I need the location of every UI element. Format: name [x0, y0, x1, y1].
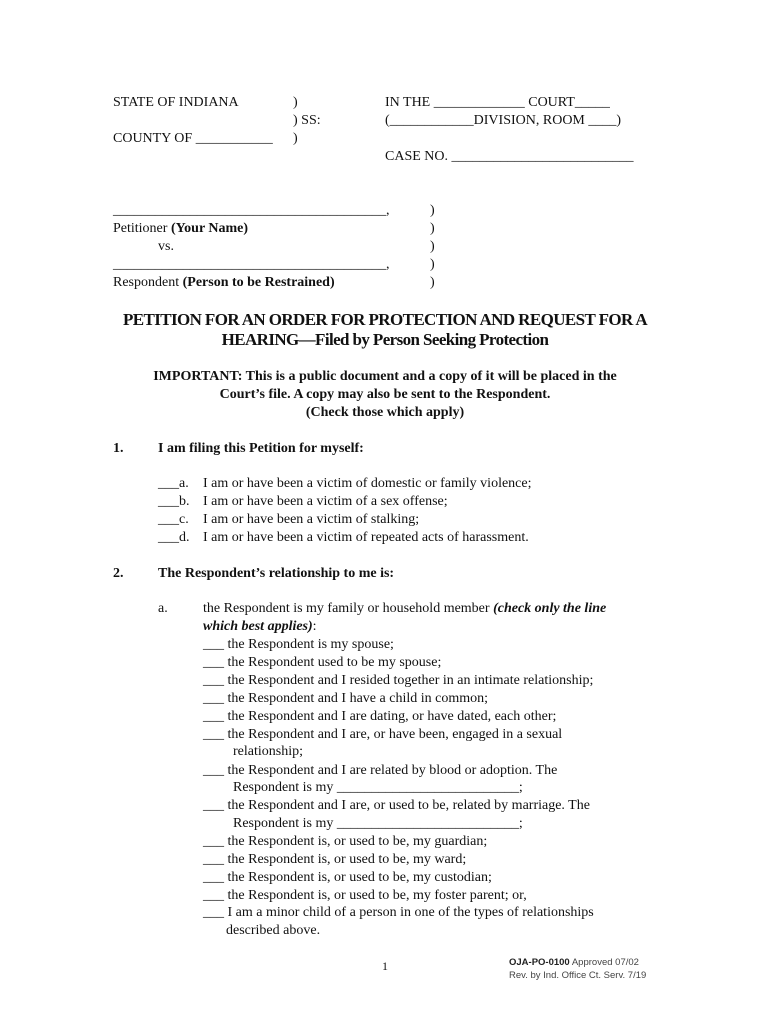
caption-paren: ): [293, 131, 298, 146]
important-notice-line1: IMPORTANT: This is a public document and a copy of it will be placed in the: [153, 369, 617, 384]
relationship-option-continuation: relationship;: [233, 744, 303, 759]
section2-heading: The Respondent’s relationship to me is:: [158, 566, 395, 581]
relationship-option-continuation: described above.: [226, 923, 321, 938]
relationship-option-minor-child[interactable]: ___ I am a minor child of a person in one of the types of relationships: [203, 905, 594, 920]
section1-item-b: I am or have been a victim of a sex offense;: [203, 494, 448, 509]
ss-label: ) SS:: [293, 113, 321, 128]
section1-item-a: I am or have been a victim of domestic or family violence;: [203, 476, 532, 491]
document-title-line2: HEARING—Filed by Person Seeking Protection: [221, 330, 549, 349]
section2-sub-a-letter: a.: [158, 601, 168, 616]
respondent-name-line: _______________________________________,: [113, 257, 390, 272]
relationship-option-sexual-relationship[interactable]: ___ the Respondent and I are, or have been, engaged in a sexual: [203, 727, 563, 742]
relationship-option-resided-together[interactable]: ___ the Respondent and I resided together in an intimate relationship;: [203, 673, 594, 688]
county-field: COUNTY OF ___________: [113, 131, 273, 146]
revision-note: Rev. by Ind. Office Ct. Serv. 7/19: [509, 970, 647, 981]
court-field: IN THE _____________ COURT_____: [385, 95, 610, 110]
division-field: (____________DIVISION, ROOM ____): [385, 113, 622, 128]
versus-label: vs.: [158, 239, 174, 254]
relationship-option-marriage[interactable]: ___ the Respondent and I are, or used to be, related by marriage. The: [203, 798, 590, 813]
relationship-option-foster-parent[interactable]: ___ the Respondent is, or used to be, my foster parent; or,: [203, 888, 527, 903]
important-notice-line2: Court’s file. A copy may also be sent to the Respondent.: [219, 387, 551, 402]
relationship-option-custodian[interactable]: ___ the Respondent is, or used to be, my custodian;: [203, 870, 492, 885]
caption-paren: ): [430, 239, 435, 254]
document-title-line1: PETITION FOR AN ORDER FOR PROTECTION AND REQUEST FOR A: [122, 310, 648, 329]
relationship-option-child-in-common[interactable]: ___ the Respondent and I have a child in common;: [203, 691, 488, 706]
page-number: 1: [382, 959, 388, 973]
caption-paren: ): [430, 257, 435, 272]
state-label: STATE OF INDIANA: [113, 95, 239, 110]
caption-paren: ): [430, 275, 435, 290]
section2-sub-a-intro-cont: which best applies):: [203, 619, 317, 634]
important-notice-line3: (Check those which apply): [305, 405, 465, 420]
relationship-option-spouse[interactable]: ___ the Respondent is my spouse;: [203, 637, 394, 652]
section1-item-c: I am or have been a victim of stalking;: [203, 512, 420, 527]
section1-item-d: I am or have been a victim of repeated acts of harassment.: [203, 530, 529, 545]
section2-sub-a-intro: the Respondent is my family or household member (check only the line: [203, 601, 607, 616]
relationship-blank-field[interactable]: Respondent is my __________________________;: [233, 780, 523, 795]
relationship-option-dating[interactable]: ___ the Respondent and I are dating, or have dated, each other;: [203, 709, 557, 724]
checkbox-line-b[interactable]: ___b.: [158, 494, 190, 509]
checkbox-line-d[interactable]: ___d.: [158, 530, 190, 545]
petitioner-name-line: _______________________________________,: [113, 203, 390, 218]
checkbox-line-c[interactable]: ___c.: [158, 512, 189, 527]
caption-paren: ): [293, 95, 298, 110]
caption-paren: ): [430, 203, 435, 218]
section1-heading: I am filing this Petition for myself:: [158, 441, 364, 456]
respondent-label: Respondent (Person to be Restrained): [113, 275, 335, 290]
relationship-blank-field[interactable]: Respondent is my __________________________;: [233, 816, 523, 831]
section1-number: 1.: [113, 441, 124, 456]
relationship-option-guardian[interactable]: ___ the Respondent is, or used to be, my guardian;: [203, 834, 488, 849]
checkbox-line-a[interactable]: ___a.: [158, 476, 189, 491]
relationship-option-blood-adoption[interactable]: ___ the Respondent and I are related by blood or adoption. The: [203, 763, 558, 778]
relationship-option-former-spouse[interactable]: ___ the Respondent used to be my spouse;: [203, 655, 442, 670]
caption-paren: ): [430, 221, 435, 236]
petitioner-label: Petitioner (Your Name): [113, 221, 249, 236]
relationship-option-ward[interactable]: ___ the Respondent is, or used to be, my ward;: [203, 852, 467, 867]
form-code: OJA-PO-0100 Approved 07/02: [509, 957, 639, 968]
section2-number: 2.: [113, 566, 124, 581]
case-number-field: CASE NO. __________________________: [385, 149, 634, 164]
